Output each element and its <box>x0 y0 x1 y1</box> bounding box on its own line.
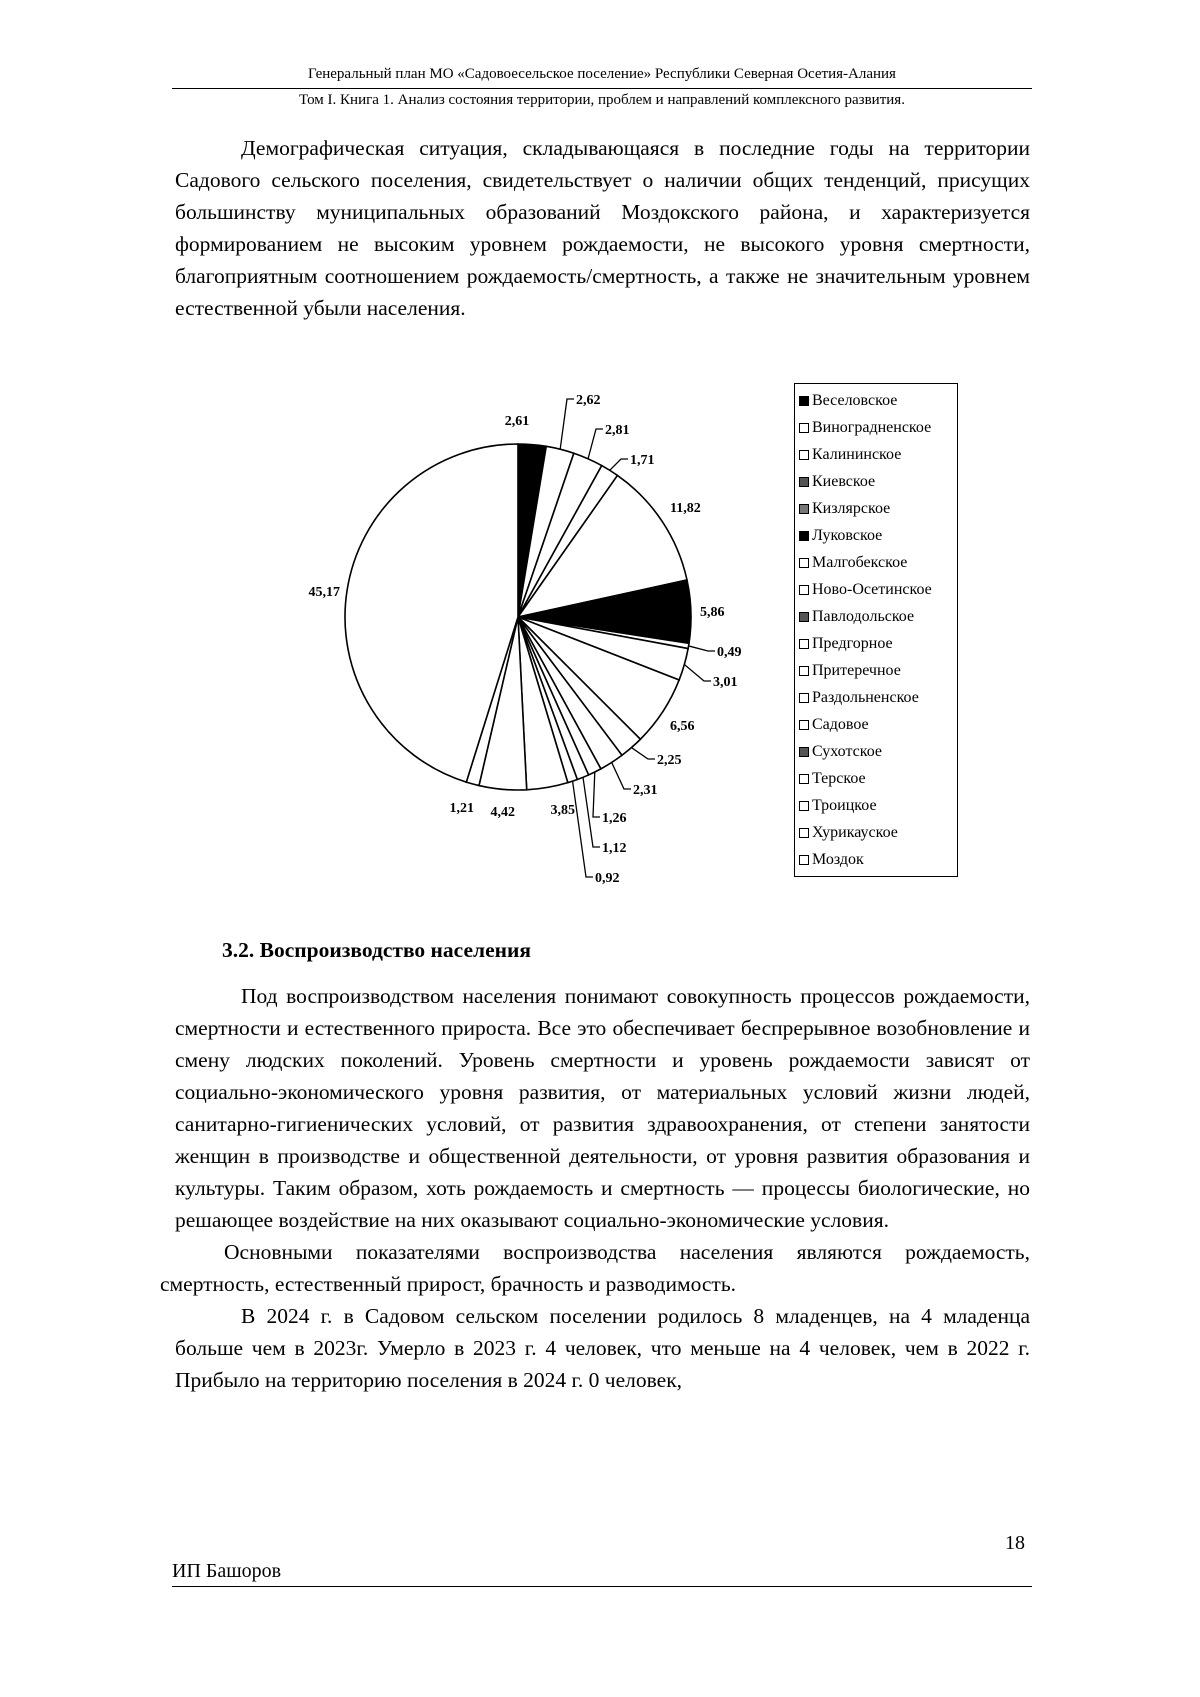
leader-line <box>593 772 600 817</box>
legend-item <box>795 495 957 522</box>
data-label: 2,62 <box>576 393 601 408</box>
legend-item <box>795 603 957 630</box>
legend-item <box>795 765 957 792</box>
page-number: 18 <box>1005 1532 1025 1554</box>
legend-label: Павлодольское <box>812 607 915 625</box>
data-label: 4,42 <box>490 805 515 820</box>
legend-swatch <box>799 801 809 811</box>
leader-line <box>631 748 655 759</box>
data-label: 5,86 <box>700 605 725 620</box>
legend-label: Терское <box>812 769 866 787</box>
legend-item <box>795 711 957 738</box>
data-label: 3,85 <box>550 803 575 818</box>
section-title: 3.2. Воспроизводство населения <box>222 938 532 962</box>
legend-label: Кизлярское <box>812 499 891 517</box>
leader-line <box>583 777 600 847</box>
legend-label: Калининское <box>812 445 902 463</box>
data-label: 1,26 <box>602 811 627 826</box>
data-label: 0,49 <box>717 645 742 660</box>
legend-swatch <box>799 639 809 649</box>
legend-label: Притеречное <box>812 661 901 679</box>
leader-line <box>588 429 603 459</box>
legend-label: Виноградненское <box>812 418 932 436</box>
legend-swatch <box>799 558 809 568</box>
pie-chart <box>300 380 760 890</box>
legend-item <box>795 738 957 765</box>
legend-swatch <box>799 666 809 676</box>
leader-line <box>689 646 715 651</box>
legend-swatch <box>799 747 809 757</box>
footer-divider <box>172 1586 1032 1587</box>
legend-item <box>795 522 957 549</box>
legend-swatch <box>799 396 809 406</box>
leader-line <box>684 664 711 681</box>
legend-swatch <box>799 423 809 433</box>
legend-item <box>795 684 957 711</box>
paragraph-indicators <box>160 1236 1030 1300</box>
legend-label: Веселовское <box>812 391 898 409</box>
data-label: 3,01 <box>713 675 738 690</box>
legend-swatch <box>799 450 809 460</box>
paragraph-births: В 2024 г. в Садовом сельском поселении родилось 8 младенцев, на 4 младенца больше чем в 2023г. Умерло в 2023 г. 4 человек, что меньше на 4 человек, чем в 2022 г. Прибыло на территорию поселения в 2024 г. 0 человек, <box>175 1304 1030 1392</box>
legend-swatch <box>799 720 809 730</box>
legend-swatch <box>799 855 809 865</box>
data-label: 2,81 <box>605 423 630 438</box>
data-label: 2,61 <box>504 414 530 429</box>
legend-label: Киевское <box>812 472 876 490</box>
legend-label: Ново-Осетинское <box>812 580 932 598</box>
legend-item <box>795 819 957 846</box>
legend-label: Садовое <box>812 715 869 733</box>
data-label: 2,25 <box>657 753 682 768</box>
data-label: 1,71 <box>630 453 655 468</box>
legend-item <box>795 468 957 495</box>
legend-item <box>795 630 957 657</box>
legend-item <box>795 846 957 873</box>
legend-swatch <box>799 693 809 703</box>
data-label: 6,56 <box>670 719 695 734</box>
legend-swatch <box>799 774 809 784</box>
footer-author: ИП Башоров <box>172 1560 282 1582</box>
legend-item <box>795 576 957 603</box>
header-divider <box>172 88 1032 89</box>
legend-item <box>795 414 957 441</box>
paragraph-indicators-text: Основными показателями воспроизводства населения являются рождаемость, смертность, естественный прирост, брачность и разводимость. <box>160 1240 1030 1296</box>
header-subtitle: Том I. Книга 1. Анализ состояния территории, проблем и направлений комплексного развития. <box>299 92 905 108</box>
legend-item <box>795 441 957 468</box>
legend-item <box>795 792 957 819</box>
legend-swatch <box>799 504 809 514</box>
legend-label: Луковское <box>812 526 883 544</box>
leader-line <box>560 399 574 449</box>
leader-line <box>612 762 631 789</box>
legend-label: Сухотское <box>812 742 882 760</box>
data-label: 0,92 <box>595 871 620 886</box>
legend-item <box>795 549 957 576</box>
data-label: 11,82 <box>670 501 701 516</box>
data-label: 2,31 <box>633 783 658 798</box>
section-body <box>160 980 1030 1396</box>
header-title: Генеральный план МО «Садовоесельское поселение» Республики Северная Осетия-Алания <box>308 66 896 82</box>
paragraph-demography: Демографическая ситуация, складывающаяся в последние годы на территории Садового сельского поселения, свидетельствует о наличии общих тенденций, присущих большинству муниципальных образований Моздокского района, и характеризуется формированием не высоким уровнем рождаемости, не высокого уровня смертности, благоприятным соотношением рождаемость/смертность, а также не значительным уровнем естественной убыли населения. <box>175 136 1030 320</box>
chart-legend <box>794 383 958 877</box>
data-label: 1,21 <box>449 801 474 816</box>
legend-swatch <box>799 585 809 595</box>
legend-label: Моздок <box>812 850 864 868</box>
legend-item <box>795 387 957 414</box>
legend-item <box>795 657 957 684</box>
legend-label: Троицкое <box>812 796 877 814</box>
legend-label: Малгобекское <box>812 553 908 571</box>
legend-swatch <box>799 477 809 487</box>
leader-line <box>610 459 628 470</box>
data-label: 1,12 <box>602 841 627 856</box>
legend-swatch <box>799 612 809 622</box>
legend-swatch <box>799 531 809 541</box>
data-label: 45,17 <box>308 585 340 600</box>
legend-label: Раздольненское <box>812 688 919 706</box>
legend-swatch <box>799 828 809 838</box>
legend-label: Предгорное <box>812 634 893 652</box>
legend-label: Хурикауское <box>812 823 898 841</box>
paragraph-reproduction: Под воспроизводством населения понимают совокупность процессов рождаемости, смертности и естественного прироста. Все это обеспечивает беспрерывное возобновление и смену людских поколений. Уровень смертности и уровень рождаемости зависят от социально-экономического уровня развития, от материальных условий жизни людей, санитарно-гигиенических условий, от развития здравоохранения, от степени занятости женщин в производстве и общественной деятельности, от уровня развития образования и культуры. Таким образом, хоть рождаемость и смертность — процессы биологические, но решающее воздействие на них оказывают социально-экономические условия. <box>175 984 1030 1232</box>
